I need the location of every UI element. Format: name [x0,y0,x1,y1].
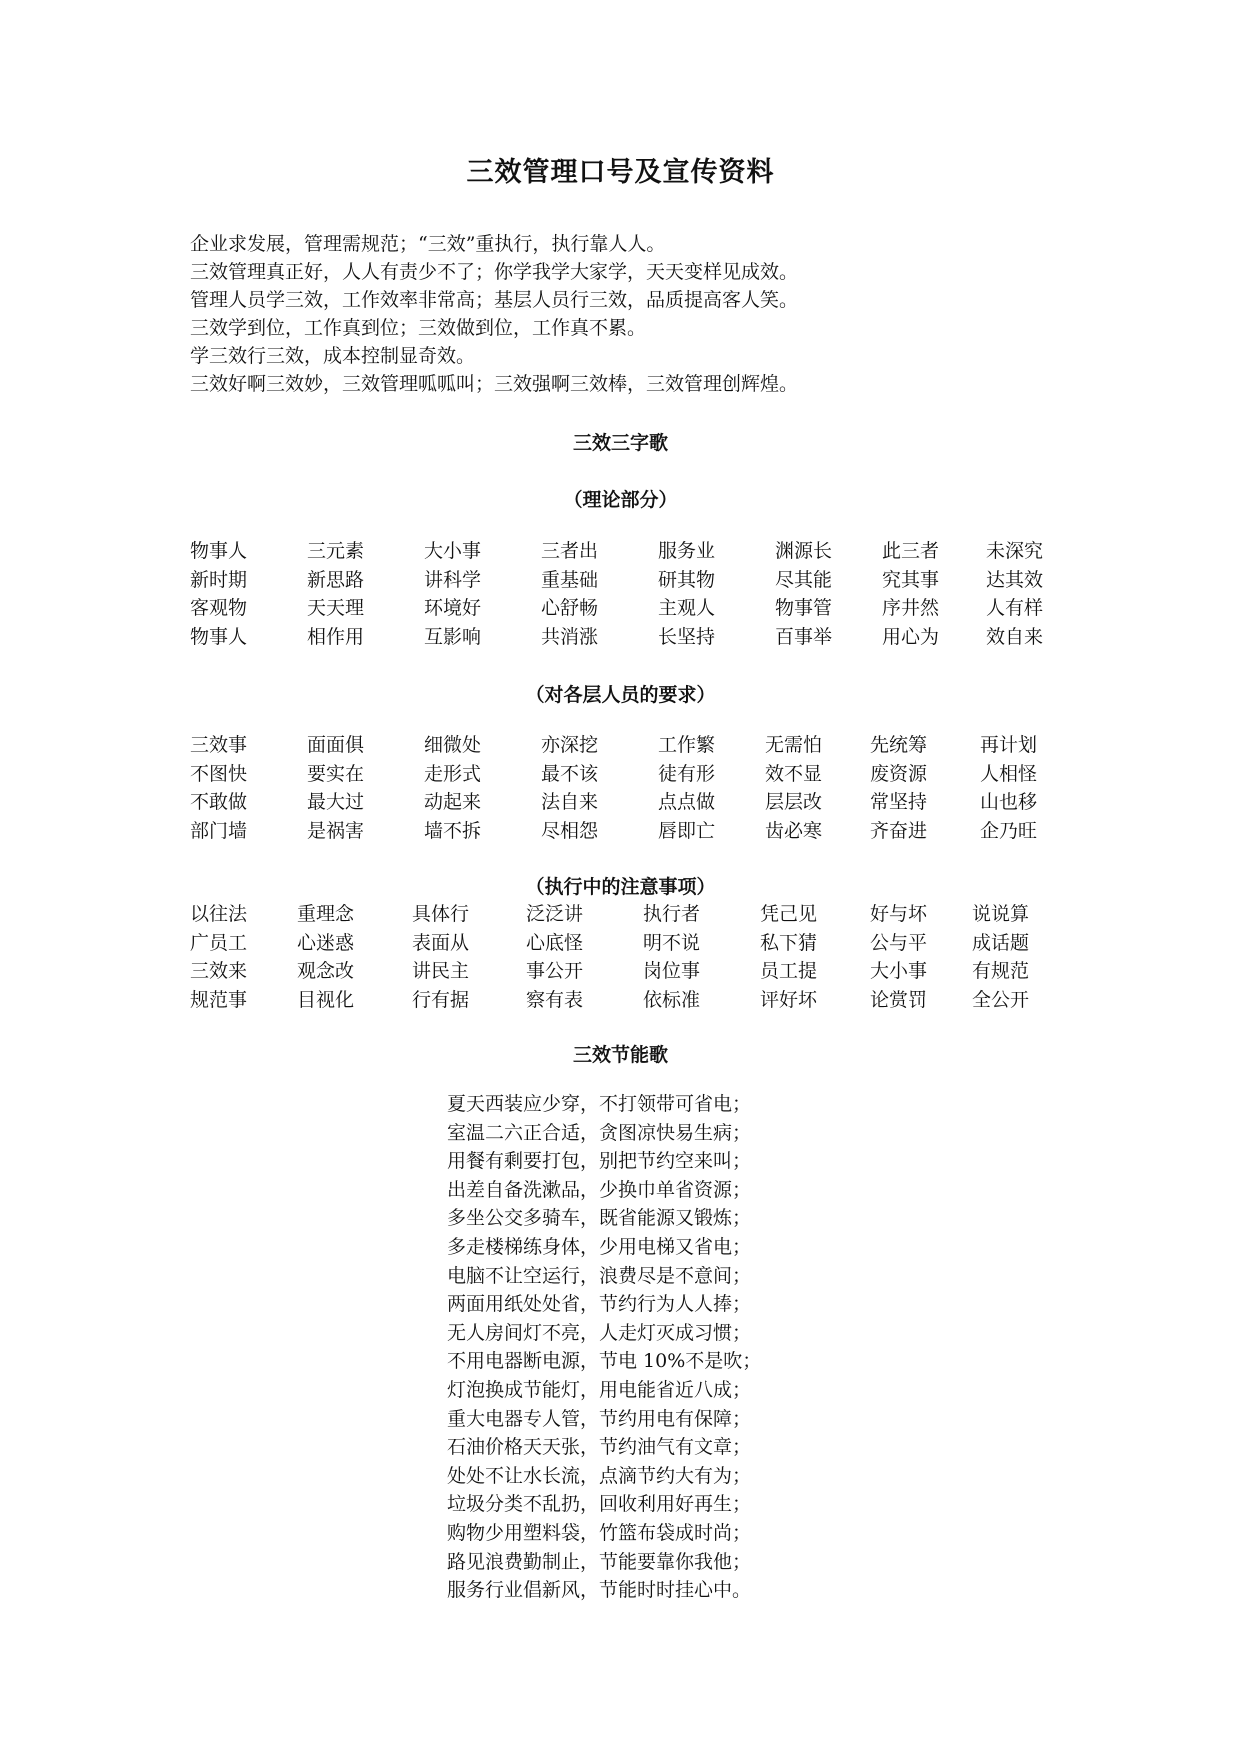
grid-cell: 部门墙 [190,819,248,842]
grid-cell: 细微处 [424,734,482,756]
grid-cell: 物事管 [775,597,833,619]
grid-cell: 行有据 [412,988,470,1011]
grid-cell: 人有样 [986,597,1044,619]
grid-cell: 互影响 [424,625,482,648]
grid-cell: 表面从 [412,931,470,954]
grid-cell: 三者出 [541,540,599,562]
grid-cell: 共消涨 [541,625,599,648]
grid-cell: 新思路 [307,568,365,591]
grid-cell: 三效事 [190,734,248,756]
slogan-line: 三效好啊三效妙，三效管理呱呱叫；三效强啊三效棒，三效管理创辉煌。 [190,373,799,395]
theory-heading: （理论部分） [563,489,678,511]
notes-heading: （执行中的注意事项） [525,876,716,898]
grid-cell: 事公开 [526,960,584,982]
requirements-heading: （对各层人员的要求） [525,684,716,706]
grid-cell: 人相怪 [980,762,1038,785]
grid-cell: 主观人 [658,597,716,619]
grid-cell: 达其效 [986,568,1044,591]
energy-song-title: 三效节能歌 [572,1044,668,1066]
poem-line: 石油价格天天张，节约油气有文章； [447,1436,752,1459]
grid-cell: 物事人 [190,540,248,562]
grid-cell: 唇即亡 [658,819,716,842]
grid-cell: 执行者 [643,903,701,925]
poem-line: 不用电器断电源，节电 10%不是吹； [447,1350,762,1373]
poem-line: 夏天西装应少穿，不打领带可省电； [447,1093,752,1115]
grid-cell: 物事人 [190,625,248,648]
grid-cell: 论赏罚 [870,988,928,1011]
grid-cell: 重基础 [541,568,599,591]
grid-cell: 效自来 [986,625,1044,648]
grid-cell: 研其物 [658,568,716,591]
poem-line: 出差自备洗漱品，少换巾单省资源； [447,1178,752,1201]
poem-line: 用餐有剩要打包，别把节约空来叫； [447,1150,752,1173]
grid-cell: 常坚持 [870,791,928,813]
poem-line: 无人房间灯不亮，人走灯灭成习惯； [447,1321,752,1344]
slogan-line: 三效学到位，工作真到位；三效做到位，工作真不累。 [190,317,647,339]
poem-line: 两面用纸处处省，节约行为人人捧； [447,1293,752,1316]
grid-cell: 三元素 [307,540,365,562]
poem-line: 多走楼梯练身体，少用电梯又省电； [447,1235,752,1258]
grid-cell: 是祸害 [307,819,365,842]
grid-cell: 企乃旺 [980,819,1038,842]
grid-cell: 面面俱 [307,734,365,756]
grid-cell: 评好坏 [760,988,818,1011]
grid-cell: 好与坏 [870,903,928,925]
grid-cell: 尽相怨 [541,819,599,842]
grid-cell: 废资源 [870,762,928,785]
grid-cell: 环境好 [424,597,482,619]
grid-cell: 动起来 [424,791,482,813]
grid-cell: 长坚持 [658,625,716,648]
grid-cell: 大小事 [870,960,928,982]
grid-cell: 私下猜 [760,931,818,954]
grid-cell: 最大过 [307,791,365,813]
grid-cell: 心舒畅 [541,597,599,619]
grid-cell: 亦深挖 [541,734,599,756]
grid-cell: 泛泛讲 [526,903,584,925]
slogan-line: 三效管理真正好，人人有责少不了；你学我学大家学，天天变样见成效。 [190,261,799,283]
poem-line: 电脑不让空运行，浪费尽是不意间； [447,1264,752,1287]
poem-line: 室温二六正合适，贪图凉快易生病； [447,1121,752,1144]
grid-cell: 依标准 [643,988,701,1011]
grid-cell: 服务业 [658,540,716,562]
grid-cell: 齐奋进 [870,819,928,842]
poem-line: 多坐公交多骑车，既省能源又锻炼； [447,1207,752,1230]
energy-poem [447,1090,867,1605]
grid-cell: 客观物 [190,597,248,619]
slogan-list [190,230,1090,398]
grid-cell: 要实在 [307,762,365,785]
grid-cell: 察有表 [526,988,584,1011]
grid-cell: 目视化 [297,988,355,1011]
grid-cell: 法自来 [541,791,599,813]
grid-cell: 最不该 [541,762,599,785]
slogan-line: 管理人员学三效，工作效率非常高；基层人员行三效，品质提高客人笑。 [190,289,799,311]
grid-cell: 成话题 [972,931,1030,954]
grid-cell: 用心为 [882,625,940,648]
grid-cell: 不敢做 [190,791,248,813]
grid-cell: 观念改 [297,960,355,982]
grid-cell: 齿必寒 [765,819,823,842]
song-title: 三效三字歌 [572,432,668,454]
grid-cell: 大小事 [424,540,482,562]
grid-cell: 以往法 [190,903,248,925]
grid-cell: 再计划 [980,734,1038,756]
poem-line: 灯泡换成节能灯，用电能省近八成； [447,1378,752,1401]
grid-cell: 点点做 [658,791,716,813]
grid-cell: 不图快 [190,762,248,785]
slogan-line: 企业求发展，管理需规范；“三效”重执行，执行靠人人。 [190,233,666,255]
grid-cell: 具体行 [412,903,470,925]
grid-cell: 层层改 [765,791,823,813]
poem-line: 购物少用塑料袋，竹篮布袋成时尚； [447,1521,752,1544]
grid-cell: 明不说 [643,931,701,954]
grid-cell: 序井然 [882,597,940,619]
grid-cell: 讲科学 [424,568,482,591]
grid-cell: 山也移 [980,791,1038,813]
poem-line: 服务行业倡新风，节能时时挂心中。 [447,1579,752,1602]
grid-cell: 未深究 [986,540,1044,562]
grid-cell: 此三者 [882,540,940,562]
grid-cell: 心底怪 [526,931,584,954]
grid-cell: 效不显 [765,762,823,785]
grid-cell: 先统筹 [870,734,928,756]
grid-cell: 全公开 [972,988,1030,1011]
grid-cell: 岗位事 [643,960,701,982]
grid-cell: 有规范 [972,960,1030,982]
grid-cell: 规范事 [190,988,248,1011]
grid-cell: 无需怕 [765,734,823,756]
grid-cell: 重理念 [297,903,355,925]
grid-cell: 新时期 [190,568,248,591]
grid-cell: 员工提 [760,960,818,982]
grid-cell: 天天理 [307,597,365,619]
grid-cell: 工作繁 [658,734,716,756]
poem-line: 重大电器专人管，节约用电有保障； [447,1407,752,1430]
page-title: 三效管理口号及宣传资料 [466,157,775,188]
grid-cell: 广员工 [190,931,248,954]
grid-cell: 渊源长 [775,540,833,562]
grid-cell: 究其事 [882,568,940,591]
grid-cell: 讲民主 [412,960,470,982]
poem-line: 路见浪费勤制止，节能要靠你我他； [447,1550,752,1573]
grid-cell: 公与平 [870,931,928,954]
grid-cell: 百事举 [775,625,833,648]
grid-cell: 三效来 [190,960,248,982]
poem-line: 处处不让水长流，点滴节约大有为； [447,1464,752,1487]
grid-cell: 尽其能 [775,568,833,591]
grid-cell: 心迷惑 [297,931,355,954]
grid-cell: 走形式 [424,762,482,785]
grid-cell: 徒有形 [658,762,716,785]
grid-cell: 相作用 [307,625,365,648]
grid-cell: 说说算 [972,903,1030,925]
slogan-line: 学三效行三效，成本控制显奇效。 [190,345,476,367]
grid-cell: 墙不拆 [424,819,482,842]
poem-line: 垃圾分类不乱扔，回收利用好再生； [447,1493,752,1516]
grid-cell: 凭己见 [760,903,818,925]
